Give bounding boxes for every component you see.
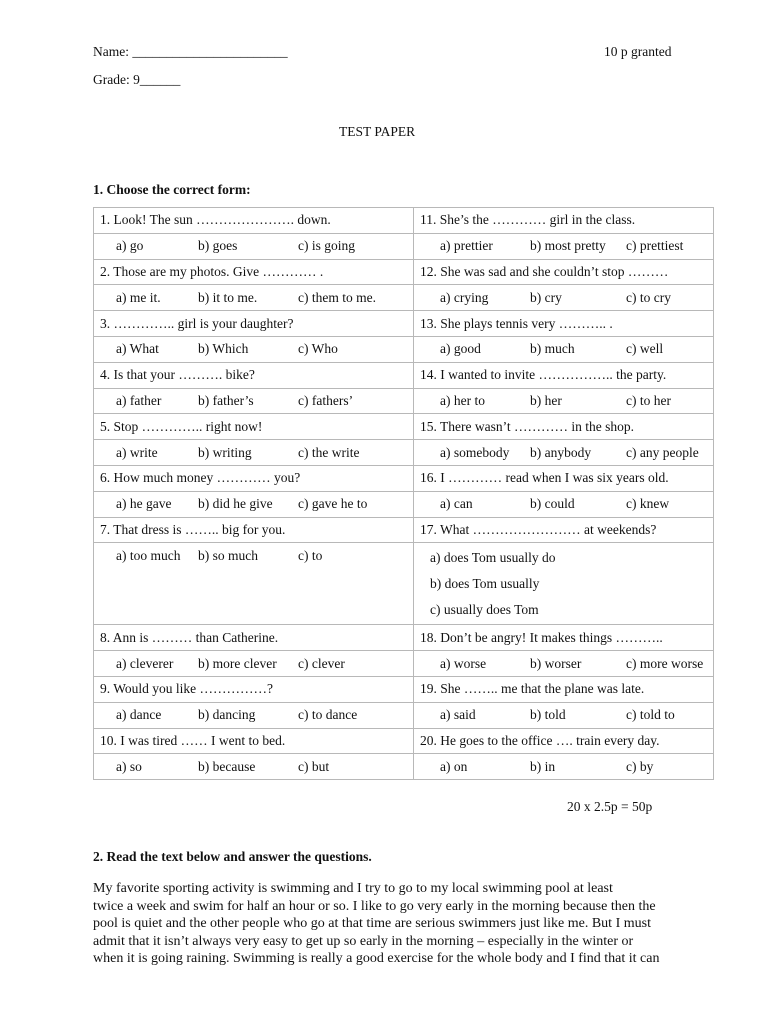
option-b[interactable]: b) writing <box>198 444 252 460</box>
option-a[interactable]: a) worse <box>440 655 487 671</box>
answer-options <box>94 651 414 677</box>
options-row <box>94 440 714 466</box>
answer-options <box>94 491 414 517</box>
options-row <box>94 336 714 362</box>
option-b[interactable]: b) her <box>530 392 562 408</box>
question-text: 15. There wasn’t ………… in the shop. <box>414 414 714 440</box>
option-a[interactable]: a) somebody <box>440 444 510 460</box>
option-c[interactable]: c) more worse <box>626 655 704 671</box>
question-text: 10. I was tired …… I went to bed. <box>94 728 414 754</box>
question-text: 13. She plays tennis very ……….. . <box>414 311 714 337</box>
section2-heading: 2. Read the text below and answer the questions. <box>93 849 372 864</box>
answer-options <box>94 388 414 414</box>
question-text: 9. Would you like ……………? <box>94 676 414 702</box>
answer-options <box>414 754 714 780</box>
option-b[interactable]: b) most pretty <box>530 238 606 254</box>
option-a[interactable]: a) he gave <box>116 496 172 512</box>
option-b[interactable]: b) dancing <box>198 707 256 723</box>
options-row <box>94 543 714 625</box>
question-text: 7. That dress is …….. big for you. <box>94 517 414 543</box>
answer-options <box>94 754 414 780</box>
option-c[interactable]: c) them to me. <box>298 289 376 305</box>
option-b[interactable]: b) goes <box>198 238 238 254</box>
question-text: 8. Ann is ……… than Catherine. <box>94 625 414 651</box>
option-b[interactable]: b) so much <box>198 548 258 564</box>
option-c[interactable]: c) well <box>626 341 664 357</box>
answer-options <box>414 702 714 728</box>
option-c[interactable]: c) to her <box>626 392 671 408</box>
question-text: 17. What …………………… at weekends? <box>414 517 714 543</box>
question-row <box>94 208 714 234</box>
option-a[interactable]: a) good <box>440 341 481 357</box>
option-a[interactable]: a) dance <box>116 707 162 723</box>
question-text: 16. I ………… read when I was six years old. <box>414 465 714 491</box>
answer-options <box>94 702 414 728</box>
option-a[interactable]: a) said <box>440 707 476 723</box>
option-a[interactable]: a) on <box>440 758 468 774</box>
option-b[interactable]: b) worser <box>530 655 582 671</box>
option-c[interactable]: c) to dance <box>298 707 358 723</box>
option-b[interactable]: b) could <box>530 496 575 512</box>
options-row <box>94 285 714 311</box>
answer-options <box>414 440 714 466</box>
option-c[interactable]: c) gave he to <box>298 496 368 512</box>
option-b[interactable]: b) in <box>530 758 556 774</box>
option-b[interactable]: b) much <box>530 341 575 357</box>
reading-passage <box>93 880 715 968</box>
option-c[interactable]: c) told to <box>626 707 675 723</box>
grammar-quiz-table <box>93 207 714 780</box>
passage-line: when it is going raining. Swimming is really a good exercise for the whole body and I find that it can <box>93 951 660 967</box>
option-a[interactable]: a) prettier <box>440 238 493 254</box>
option-c[interactable]: c) but <box>298 758 330 774</box>
option-b[interactable]: b) father’s <box>198 392 254 408</box>
answer-options <box>414 543 714 625</box>
question-text: 18. Don’t be angry! It makes things ……….. <box>414 625 714 651</box>
answer-options <box>414 651 714 677</box>
options-row <box>94 702 714 728</box>
answer-options <box>94 233 414 259</box>
question-row <box>94 311 714 337</box>
name-field-label: Name: _______________________ <box>93 44 288 59</box>
option-a[interactable]: a) What <box>116 341 159 357</box>
question-row <box>94 414 714 440</box>
answer-options <box>94 285 414 311</box>
grade-field-label: Grade: 9______ <box>93 72 181 87</box>
section1-score: 20 x 2.5p = 50p <box>567 799 653 814</box>
answer-options <box>414 491 714 517</box>
option-a[interactable]: a) cleverer <box>116 655 174 671</box>
option-b[interactable]: b) more clever <box>198 655 277 671</box>
option-a[interactable]: a) go <box>116 238 144 254</box>
option-b[interactable]: b) told <box>530 707 566 723</box>
option-a[interactable]: a) father <box>116 392 162 408</box>
question-row <box>94 517 714 543</box>
option-a[interactable]: a) me it. <box>116 289 161 305</box>
option-c[interactable]: c) to <box>298 548 323 564</box>
option-b[interactable]: b) did he give <box>198 496 273 512</box>
option-c[interactable]: c) usually does Tom <box>430 601 539 617</box>
option-c[interactable]: c) by <box>626 758 654 774</box>
option-a[interactable]: a) so <box>116 758 142 774</box>
option-c[interactable]: c) to cry <box>626 289 671 305</box>
option-c[interactable]: c) knew <box>626 496 670 512</box>
option-a[interactable]: a) crying <box>440 289 489 305</box>
points-granted-label: 10 p granted <box>604 44 672 59</box>
question-row <box>94 625 714 651</box>
options-row <box>94 491 714 517</box>
question-text: 12. She was sad and she couldn’t stop ……… <box>414 259 714 285</box>
question-row <box>94 728 714 754</box>
answer-options <box>94 543 414 625</box>
question-row <box>94 362 714 388</box>
options-row <box>94 651 714 677</box>
option-b[interactable]: b) cry <box>530 289 562 305</box>
question-text: 20. He goes to the office …. train every day. <box>414 728 714 754</box>
option-c[interactable]: c) clever <box>298 655 345 671</box>
option-c[interactable]: c) prettiest <box>626 238 684 254</box>
option-c[interactable]: c) fathers’ <box>298 392 354 408</box>
option-b[interactable]: b) it to me. <box>198 289 258 305</box>
question-text: 11. She’s the ………… girl in the class. <box>414 208 714 234</box>
passage-line: pool is quiet and the other people who go at that time are serious swimmers just like me. But I must <box>93 916 651 932</box>
answer-options <box>414 285 714 311</box>
option-a[interactable]: a) her to <box>440 392 485 408</box>
option-a[interactable]: a) can <box>440 496 473 512</box>
option-c[interactable]: c) Who <box>298 341 338 357</box>
option-a[interactable]: a) does Tom usually do <box>430 550 556 566</box>
option-a[interactable]: a) too much <box>116 548 181 564</box>
answer-options <box>94 336 414 362</box>
page-title: TEST PAPER <box>339 124 416 139</box>
question-row <box>94 259 714 285</box>
question-row <box>94 676 714 702</box>
question-text: 3. ………….. girl is your daughter? <box>94 311 414 337</box>
passage-line: admit that it isn’t always very easy to get up so early in the morning – especially in the winter or <box>93 933 634 949</box>
question-text: 2. Those are my photos. Give ………… . <box>94 259 414 285</box>
option-b[interactable]: b) does Tom usually <box>430 576 540 592</box>
option-c[interactable]: c) is going <box>298 238 355 254</box>
question-text: 14. I wanted to invite …………….. the party. <box>414 362 714 388</box>
answer-options <box>414 336 714 362</box>
option-b[interactable]: b) because <box>198 758 256 774</box>
option-a[interactable]: a) write <box>116 444 158 460</box>
answer-options <box>94 440 414 466</box>
options-row <box>94 388 714 414</box>
passage-line: twice a week and swim for half an hour or so. I like to go very early in the morning because then the <box>93 898 656 914</box>
passage-line: My favorite sporting activity is swimming and I try to go to my local swimming pool at least <box>93 881 613 896</box>
answer-options <box>414 388 714 414</box>
option-c[interactable]: c) any people <box>626 444 699 460</box>
options-row <box>94 754 714 780</box>
question-text: 4. Is that your ………. bike? <box>94 362 414 388</box>
question-text: 6. How much money ………… you? <box>94 465 414 491</box>
option-b[interactable]: b) Which <box>198 341 249 357</box>
question-text: 19. She …….. me that the plane was late. <box>414 676 714 702</box>
section1-heading: 1. Choose the correct form: <box>93 182 251 197</box>
option-c[interactable]: c) the write <box>298 444 360 460</box>
question-row <box>94 465 714 491</box>
options-row <box>94 233 714 259</box>
question-text: 1. Look! The sun …………………. down. <box>94 208 414 234</box>
option-b[interactable]: b) anybody <box>530 444 592 460</box>
question-text: 5. Stop ………….. right now! <box>94 414 414 440</box>
answer-options <box>414 233 714 259</box>
